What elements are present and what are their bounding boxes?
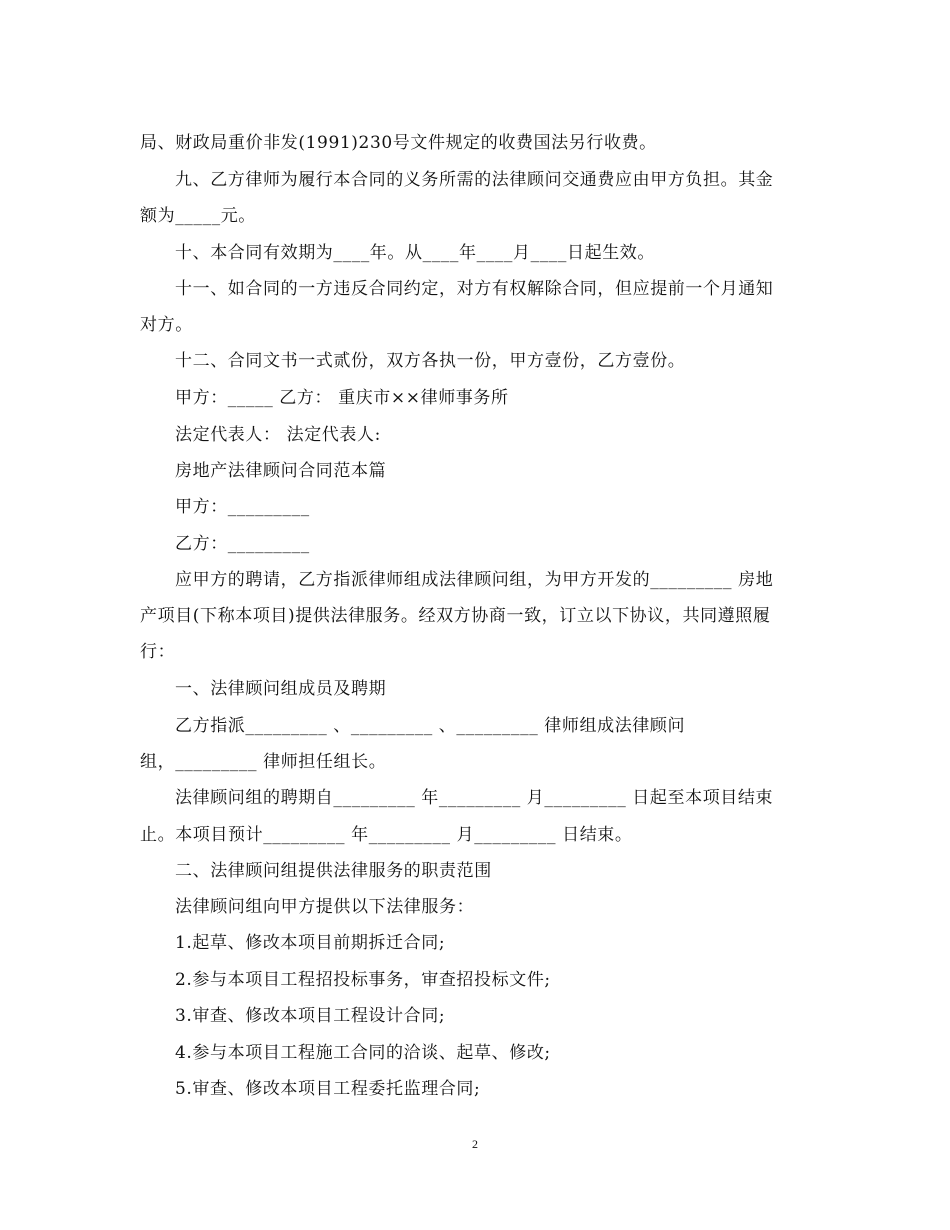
text-line: 行： [140,642,176,662]
page-number: 2 [472,1137,478,1151]
text-line: 对方。 [140,315,193,335]
party-line: 甲方：_____ 乙方： 重庆市××律师事务所 [175,388,509,408]
text-line: 十一、如合同的一方违反合同约定，对方有权解除合同，但应提前一个月通知 [175,279,774,299]
text-line: 九、乙方律师为履行本合同的义务所需的法律顾问交通费应由甲方负担。其金 [175,170,774,190]
list-item: 1.起草、修改本项目前期拆迁合同; [175,933,446,953]
list-item: 3.审查、修改本项目工程设计合同; [175,1006,446,1026]
list-item: 2.参与本项目工程招投标事务，审查招投标文件; [175,970,551,990]
clause-heading: 二、法律顾问组提供法律服务的职责范围 [175,861,492,881]
text-line: 组，_________ 律师担任组长。 [140,752,387,772]
text-line: 十、本合同有效期为____年。从____年____月____日起生效。 [175,243,655,263]
text-line: 局、财政局重价非发(1991)230号文件规定的收费国法另行收费。 [140,133,657,153]
list-item: 4.参与本项目工程施工合同的洽谈、起草、修改; [175,1043,551,1063]
text-line: 应甲方的聘请，乙方指派律师组成法律顾问组，为甲方开发的_________ 房地 [175,570,774,590]
representative-line: 法定代表人： 法定代表人: [175,425,381,445]
party-b-field: 乙方：_________ [175,534,310,554]
clause-heading: 一、法律顾问组成员及聘期 [175,679,387,699]
text-line: 产项目(下称本项目)提供法律服务。经双方协商一致，订立以下协议，共同遵照履 [140,606,771,626]
section-title: 房地产法律顾问合同范本篇 [175,461,387,481]
text-line: 法律顾问组的聘期自_________ 年_________ 月_________ 日起至本项目结束 [175,788,774,808]
party-a-field: 甲方：_________ [175,497,310,517]
list-item: 5.审查、修改本项目工程委托监理合同; [175,1079,481,1099]
text-line: 止。本项目预计_________ 年_________ 月_________ 日结束。 [140,825,633,845]
text-line: 乙方指派_________ 、_________ 、_________ 律师组成法律顾问 [175,716,686,736]
text-line: 额为_____元。 [140,206,256,226]
text-line: 十二、合同文书一式贰份，双方各执一份，甲方壹份，乙方壹份。 [175,351,686,371]
text-line: 法律顾问组向甲方提供以下法律服务： [175,897,475,917]
